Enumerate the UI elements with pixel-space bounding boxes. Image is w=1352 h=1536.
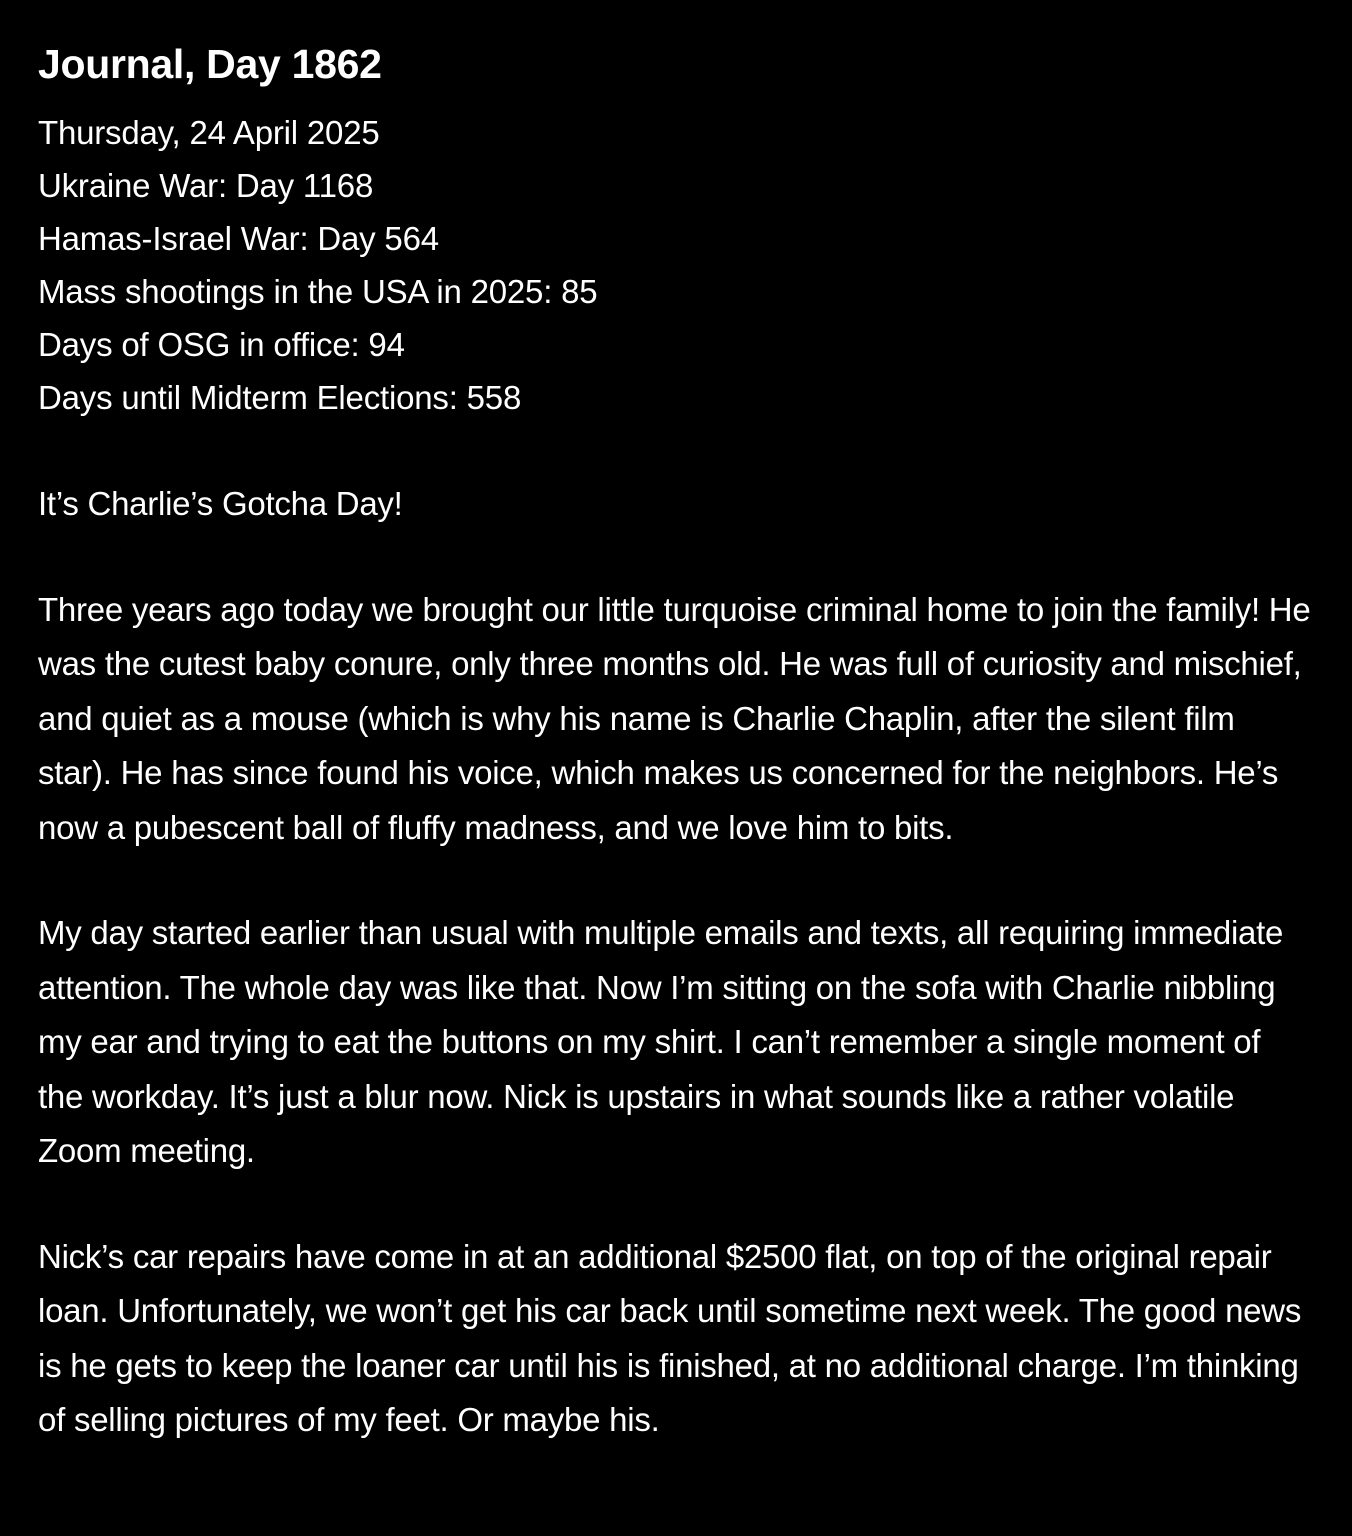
stat-days-until-midterms: Days until Midterm Elections: 558 [38,379,522,416]
stat-ukraine-war: Ukraine War: Day 1168 [38,167,374,204]
stat-mass-shootings: Mass shootings in the USA in 2025: 85 [38,273,598,310]
paragraph-gotcha-day: It’s Charlie’s Gotcha Day! [38,485,403,522]
stat-date: Thursday, 24 April 2025 [38,114,380,151]
paragraph-workday: My day started earlier than usual with multiple emails and texts, all requiring immediate attention. The whole day was like that. Now I’m sitting on the sofa with Charlie nibbling my ear and trying to eat the buttons on my shirt. I can’t remember a single moment of the workday. It’s just a blur now. Nick is upstairs in what sounds like a rather volatile Zoom meeting. [38,914,1284,1169]
stat-days-in-office: Days of OSG in office: 94 [38,326,405,363]
journal-stats-list [38,106,1314,424]
paragraph-car-repairs: Nick’s car repairs have come in at an additional $2500 flat, on top of the original repair loan. Unfortunately, we won’t get his car back until sometime next week. The good news is he gets to keep the loaner car until his is finished, at no additional charge. I’m thinking of selling pictures of my feet. Or maybe his. [38,1237,1302,1438]
stat-hamas-israel-war: Hamas-Israel War: Day 564 [38,220,439,257]
paragraph-charlie-story: Three years ago today we brought our little turquoise criminal home to join the family! He was the cutest baby conure, only three months old. He was full of curiosity and mischief, and quiet as a mouse (which is why his name is Charlie Chaplin, after the silent film star). He has since found his voice, which makes us concerned for the neighbors. He’s now a pubescent ball of fluffy madness, and we love him to bits. [38,590,1311,846]
journal-title: Journal, Day 1862 [38,41,382,87]
